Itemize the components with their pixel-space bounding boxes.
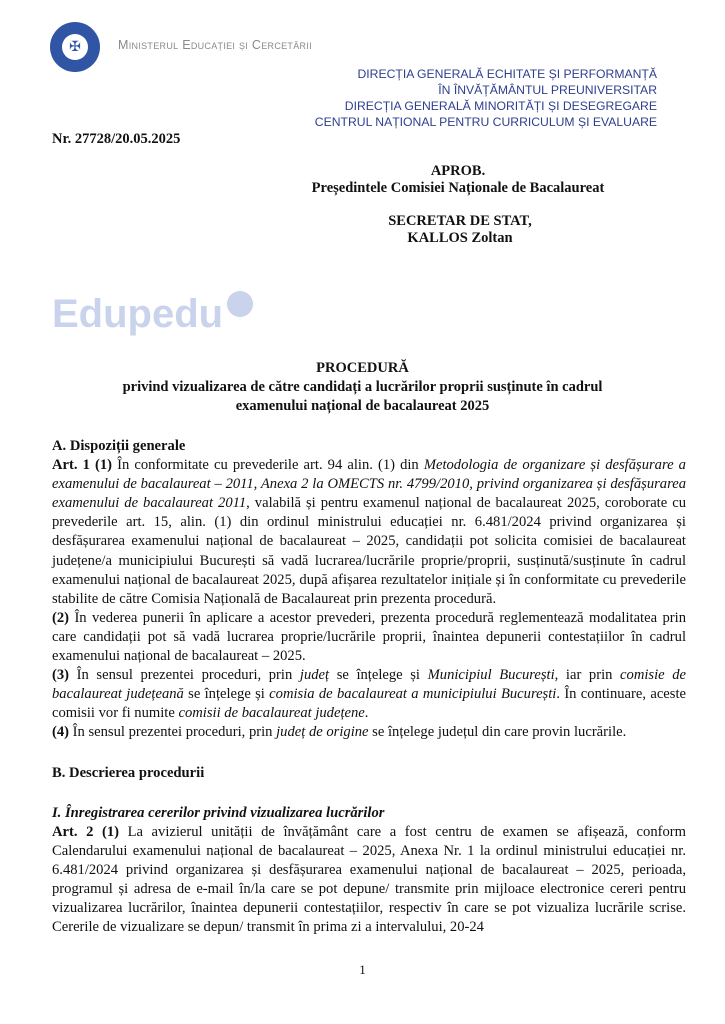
document-title xyxy=(52,359,673,416)
approval-block xyxy=(278,163,638,197)
coat-of-arms-icon: ✠ xyxy=(62,34,88,60)
title-subtitle: examenului național de bacalaureat 2025 xyxy=(235,398,490,414)
text-run: Art. 2 (1) xyxy=(52,823,128,840)
text-run: B. Descrierea procedurii xyxy=(52,764,205,781)
signatory-name: KALLOS Zoltan xyxy=(407,230,513,246)
text-run: , valabilă și pentru examenul național de bacalaureat 2025, coroborate cu prevederile art. 15, alin. (1) din ordinul ministrului educației nr. 6.481/2024 privind organizarea și desfășurarea examenului național de bacalaureat – 2025, candidații pot solicita comisiei de bacalaureat județene/a municipiului București să vadă lucrarea/lucrările proprie/proprii, susținută/susținute în cadrul examenului național de bacalaureat 2025, după afișarea rezultatelor inițiale și în conformitate cu prevederile stabilite de către Comisia Națională de Bacalaureat prin prezenta procedură. xyxy=(52,495,686,607)
text-run: se înțelege și xyxy=(183,686,270,703)
paragraph xyxy=(52,666,686,723)
text-run: , iar prin xyxy=(554,667,621,684)
paragraph xyxy=(52,723,686,742)
directorate-line: DIRECȚIA GENERALĂ MINORITĂȚI ȘI DESEGREGARE xyxy=(344,99,657,113)
watermark xyxy=(52,290,253,338)
text-run: județ de origine xyxy=(276,724,369,741)
section-heading xyxy=(52,804,686,823)
section-heading xyxy=(52,437,686,456)
text-run: comisia de bacalaureat a municipiului București xyxy=(269,686,557,703)
text-run: (3) xyxy=(52,667,77,684)
spacer xyxy=(52,783,686,804)
text-run: Municipiul București xyxy=(427,667,555,684)
text-run: În conformitate cu prevederile art. 94 alin. (1) din xyxy=(117,457,424,474)
approver-title: Președintele Comisiei Naționale de Bacalaureat xyxy=(311,180,605,196)
text-run: La avizierul unității de învățământ care a fost centru de examen se afișează, conform Calendarului examenului național de bacalaureat – 2025, Anexa Nr. 1 la ordinul ministrului educației nr. 6.481/2024 privind organizarea și desfășurarea examenului național de bacalaureat – 2025, perioada, programul și adresa de e-mail în/la care se pot depune/ transmite prin mijloace electronice cereri pentru vizualizarea lucrărilor, înaintea depunerii contestațiilor, respectiv în care se pot vizualiza lucrările scrise. Cererile de vizualizare se depun/ transmit în prima zi a intervalului, 20-24 xyxy=(52,823,686,936)
title-subtitle: privind vizualizarea de către candidați a lucrărilor proprii susținute în cadrul xyxy=(122,379,603,395)
document-body xyxy=(52,437,686,937)
text-run: . În continuare, aceste comisii vor fi numite xyxy=(52,686,686,722)
paragraph xyxy=(52,456,686,609)
text-run: Metodologia de organizare și desfășurare a examenului de bacalaureat – 2011, Anexa 2 la OMECTS nr. 4799/2010, privind organizarea și desfășurarea examenului de bacalaureat 2011 xyxy=(52,457,686,512)
directorate-line: CENTRUL NAȚIONAL PENTRU CURRICULUM ȘI EVALUARE xyxy=(314,115,657,129)
page-number: 1 xyxy=(359,962,366,977)
text-run: A. Dispoziții generale xyxy=(52,438,186,454)
text-run: În vederea punerii în aplicare a acestor prevederi, prezenta procedură reglementează modalitatea prin care candidații pot să vadă lucrarea proprie/lucrările proprii, înaintea depunerii contestațiilor în cadrul examenului național de bacalaureat – 2025. xyxy=(52,609,686,665)
registration-number: Nr. 27728/20.05.2025 xyxy=(52,131,181,147)
text-run: comisie de bacalaureat județeană xyxy=(52,667,687,703)
text-run: Art. 1 (1) xyxy=(52,457,118,474)
title-main: PROCEDURĂ xyxy=(316,360,409,376)
text-run: I. Înregistrarea cererilor privind vizualizarea lucrărilor xyxy=(52,804,385,821)
watermark-text: Edupedu xyxy=(52,292,224,336)
government-seal-logo xyxy=(50,22,100,72)
directorate-line: DIRECȚIA GENERALĂ ECHITATE ȘI PERFORMANȚĂ xyxy=(357,67,657,81)
text-run: (4) xyxy=(52,724,73,741)
text-run: În sensul prezentei proceduri, prin xyxy=(76,667,300,684)
directorates-block xyxy=(315,66,657,130)
text-run: . xyxy=(364,705,369,722)
watermark-dot-icon xyxy=(227,291,253,317)
text-run: se înțelege județul din care provin lucrările. xyxy=(368,724,627,741)
text-run: se înțelege și xyxy=(329,667,428,684)
signatory-block xyxy=(360,213,560,247)
directorate-line: ÎN ÎNVĂȚĂMÂNTUL PREUNIVERSITAR xyxy=(438,83,657,97)
ministry-name: Ministerul Educației și Cercetării xyxy=(118,38,312,52)
text-run: În sensul prezentei proceduri, prin xyxy=(72,724,277,741)
text-run: comisii de bacalaureat județene xyxy=(178,705,365,722)
paragraph xyxy=(52,609,686,666)
section-heading xyxy=(52,764,686,783)
text-run: județ xyxy=(299,667,330,684)
approval-label: APROB. xyxy=(430,163,486,179)
spacer xyxy=(52,743,686,764)
paragraph xyxy=(52,823,686,938)
signatory-title: SECRETAR DE STAT, xyxy=(388,213,532,229)
text-run: (2) xyxy=(52,609,75,626)
